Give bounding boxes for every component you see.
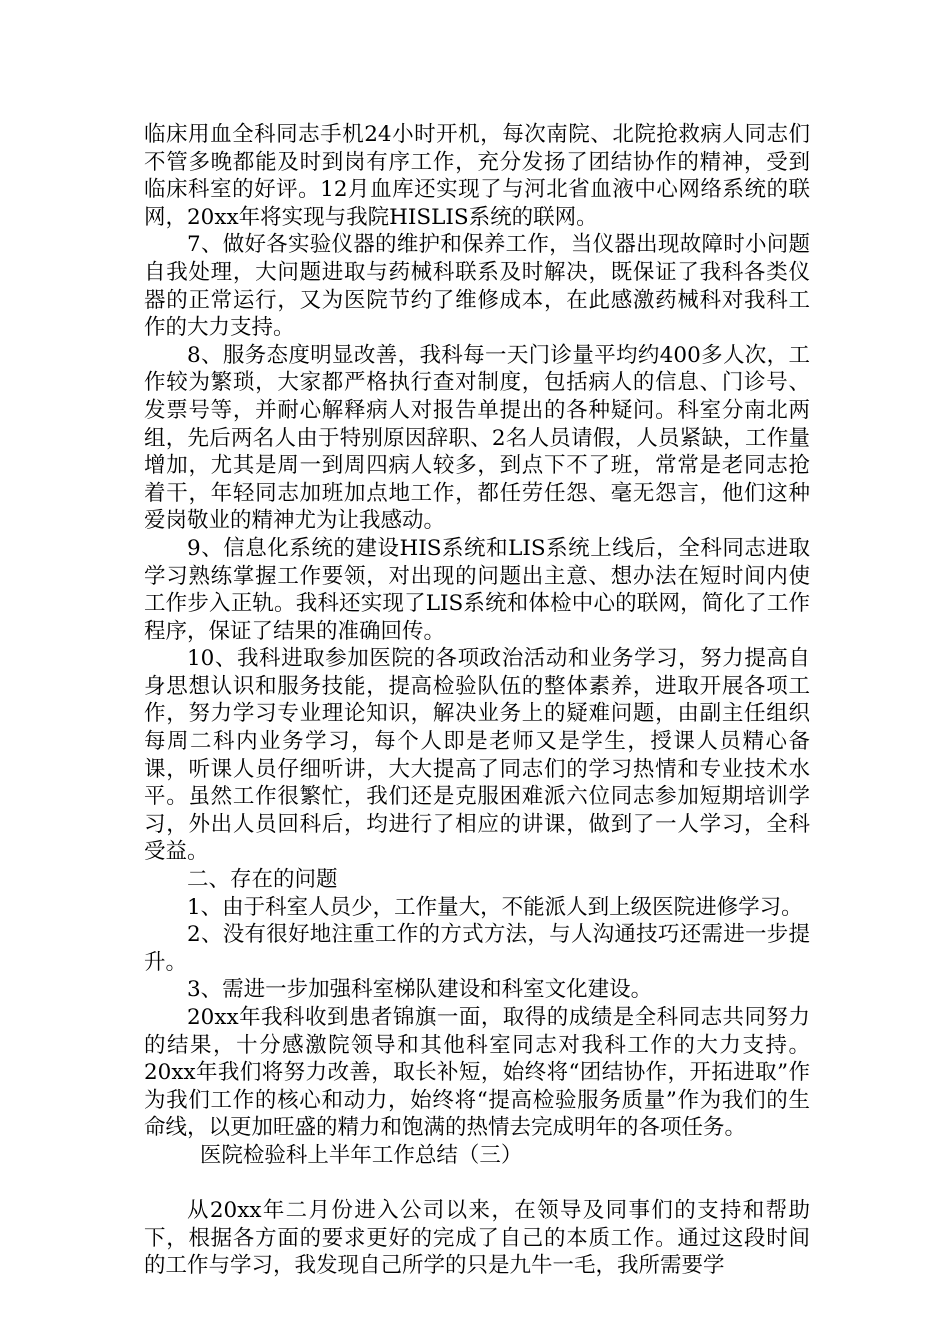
next-section-title: 医院检验科上半年工作总结（三） bbox=[199, 1142, 523, 1168]
problem-1-paragraph: 1、由于科室人员少，工作量大，不能派人到上级医院进修学习。 bbox=[187, 894, 803, 920]
next-section-intro: 从20xx年二月份进入公司以来，在领导及同事们的支持和帮助下，根据各方面的要求更好的完成了自己的本质工作。通过这段时间的工作与学习，我发现自己所学的只是九牛一毛，我所需要学 bbox=[144, 1198, 810, 1279]
conclusion-paragraph: 20xx年我科收到患者锦旗一面，取得的成绩是全科同志共同努力的结果，十分感激院领导和其他科室同志对我科工作的大力支持。20xx年我们将努力改善，取长补短，始终将“团结协作，开拓进取”作为我们工作的核心和动力，始终将“提高检验服务质量”作为我们的生命线，以更加旺盛的精力和饱满的热情去完成明年的各项任务。 bbox=[144, 1005, 810, 1141]
problem-3-paragraph: 3、需进一步加强科室梯队建设和科室文化建设。 bbox=[187, 977, 653, 1003]
item-8-paragraph: 8、服务态度明显改善，我科每一天门诊量平均约400多人次，工作较为繁琐，大家都严格执行查对制度，包括病人的信息、门诊号、发票号等，并耐心解释病人对报告单提出的各种疑问。科室分南北两组，先后两名人由于特别原因辞职、2名人员请假，人员紧缺，工作量增加，尤其是周一到周四病人较多，到点下不了班，常常是老同志抢着干，年轻同志加班加点地工作，都任劳任怨、毫无怨言，他们这种爱岗敬业的精神尤为让我感动。 bbox=[144, 342, 810, 534]
item-7-paragraph: 7、做好各实验仪器的维护和保养工作，当仪器出现故障时小问题自我处理，大问题进取与药械科联系及时解决，既保证了我科各类仪器的正常运行，又为医院节约了维修成本，在此感激药械科对我科工作的大力支持。 bbox=[144, 232, 810, 341]
section-2-heading: 二、存在的问题 bbox=[187, 867, 338, 893]
continued-paragraph: 临床用血全科同志手机24小时开机，每次南院、北院抢救病人同志们不管多晚都能及时到岗有序工作，充分发扬了团结协作的精神，受到临床科室的好评。12月血库还实现了与河北省血液中心网络系统的联网，20xx年将实现与我院HISLIS系统的联网。 bbox=[144, 122, 810, 230]
document-page bbox=[144, 121, 810, 1280]
item-10-paragraph: 10、我科进取参加医院的各项政治活动和业务学习，努力提高自身思想认识和服务技能，提高检验队伍的整体素养，进取开展各项工作，努力学习专业理论知识，解决业务上的疑难问题，由副主任组织每周二科内业务学习，每个人即是老师又是学生，授课人员精心备课，听课人员仔细听讲，大大提高了同志们的学习热情和专业技术水平。虽然工作很繁忙，我们还是克服困难派六位同志参加短期培训学习，外出人员回科后，均进行了相应的讲课，做到了一人学习，全科受益。 bbox=[144, 646, 810, 865]
blank-line bbox=[144, 1170, 810, 1198]
problem-2-paragraph: 2、没有很好地注重工作的方式方法，与人沟通技巧还需进一步提升。 bbox=[144, 922, 810, 975]
item-9-paragraph: 9、信息化系统的建设HIS系统和LIS系统上线后，全科同志进取学习熟练掌握工作要领，对出现的问题出主意、想办法在短时间内使工作步入正轨。我科还实现了LIS系统和体检中心的联网，简化了工作程序，保证了结果的准确回传。 bbox=[144, 535, 810, 644]
